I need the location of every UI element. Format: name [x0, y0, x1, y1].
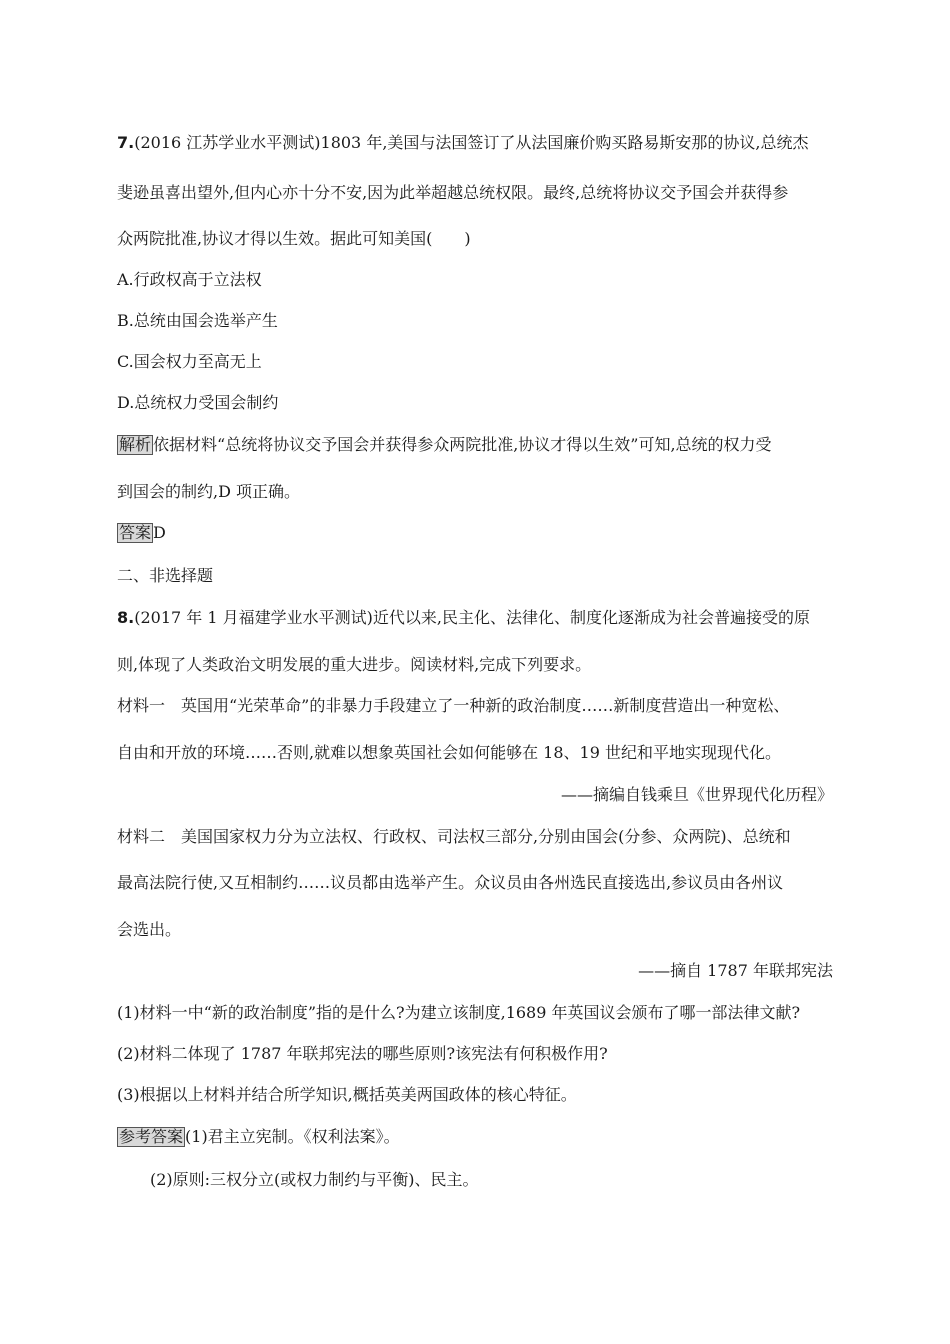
answer-tag: 答案 [119, 523, 152, 542]
q7-number: 7. [117, 133, 135, 152]
material1-line-1: 材料一 英国用“光荣革命”的非暴力手段建立了一种新的政治制度……新制度营造出一种宽松、 [117, 696, 790, 715]
q8-stem-1: (2017 年 1 月福建学业水平测试)近代以来,民主化、法律化、制度化逐渐成为社会普遍接受的原 [134, 608, 810, 627]
answer-value: D [153, 523, 166, 542]
q7-stem-2: 斐逊虽喜出望外,但内心亦十分不安,因为此举超越总统权限。最终,总统将协议交予国会并获得参 [117, 183, 789, 202]
reference-tag: 参考答案 [119, 1127, 184, 1146]
material1-line-2: 自由和开放的环境……否则,就难以想象英国社会如何能够在 18、19 世纪和平地实现现代化。 [117, 743, 781, 762]
material2-line-3: 会选出。 [117, 920, 182, 939]
q7-stem-1: (2016 江苏学业水平测试)1803 年,美国与法国签订了从法国廉价购买路易斯安那的协议,总统杰 [134, 133, 809, 152]
analysis-text-2: 到国会的制约,D 项正确。 [117, 482, 301, 501]
question-2: (2)材料二体现了 1787 年联邦宪法的哪些原则?该宪法有何积极作用? [117, 1044, 608, 1063]
question-1: (1)材料一中“新的政治制度”指的是什么?为建立该制度,1689 年英国议会颁布了哪一部法律文献? [117, 1003, 801, 1022]
reference-line-2: (2)原则:三权分立(或权力制约与平衡)、民主。 [150, 1170, 479, 1189]
reference-answer [117, 1127, 400, 1147]
section-heading: 二、非选择题 [117, 566, 214, 585]
q7-line-1 [117, 133, 809, 153]
analysis-tag: 解析 [119, 435, 152, 454]
analysis-text-1: 依据材料“总统将协议交予国会并获得参众两院批准,协议才得以生效”可知,总统的权力受 [153, 435, 772, 454]
q8-stem-2: 则,体现了人类政治文明发展的重大进步。阅读材料,完成下列要求。 [117, 655, 592, 674]
question-3: (3)根据以上材料并结合所学知识,概括英美两国政体的核心特征。 [117, 1085, 577, 1104]
q7-option-a: A.行政权高于立法权 [117, 270, 262, 289]
q7-option-d: D.总统权力受国会制约 [117, 393, 279, 412]
material2-source: ——摘自 1787 年联邦宪法 [638, 961, 833, 980]
q7-stem-3: 众两院批准,协议才得以生效。据此可知美国( ) [117, 229, 471, 248]
q7-analysis [117, 435, 772, 455]
material2-line-1: 材料二 美国国家权力分为立法权、行政权、司法权三部分,分别由国会(分参、众两院)、总统和 [117, 827, 791, 846]
material2-line-2: 最高法院行使,又互相制约……议员都由选举产生。众议员由各州选民直接选出,参议员由各州议 [117, 873, 784, 892]
q7-option-c: C.国会权力至高无上 [117, 352, 262, 371]
q7-option-b: B.总统由国会选举产生 [117, 311, 278, 330]
q8-number: 8. [117, 608, 135, 627]
q8-line-1 [117, 608, 810, 628]
q7-answer [117, 523, 166, 543]
material1-source: ——摘编自钱乘旦《世界现代化历程》 [560, 785, 833, 804]
reference-line-1: (1)君主立宪制。《权利法案》。 [185, 1127, 400, 1146]
